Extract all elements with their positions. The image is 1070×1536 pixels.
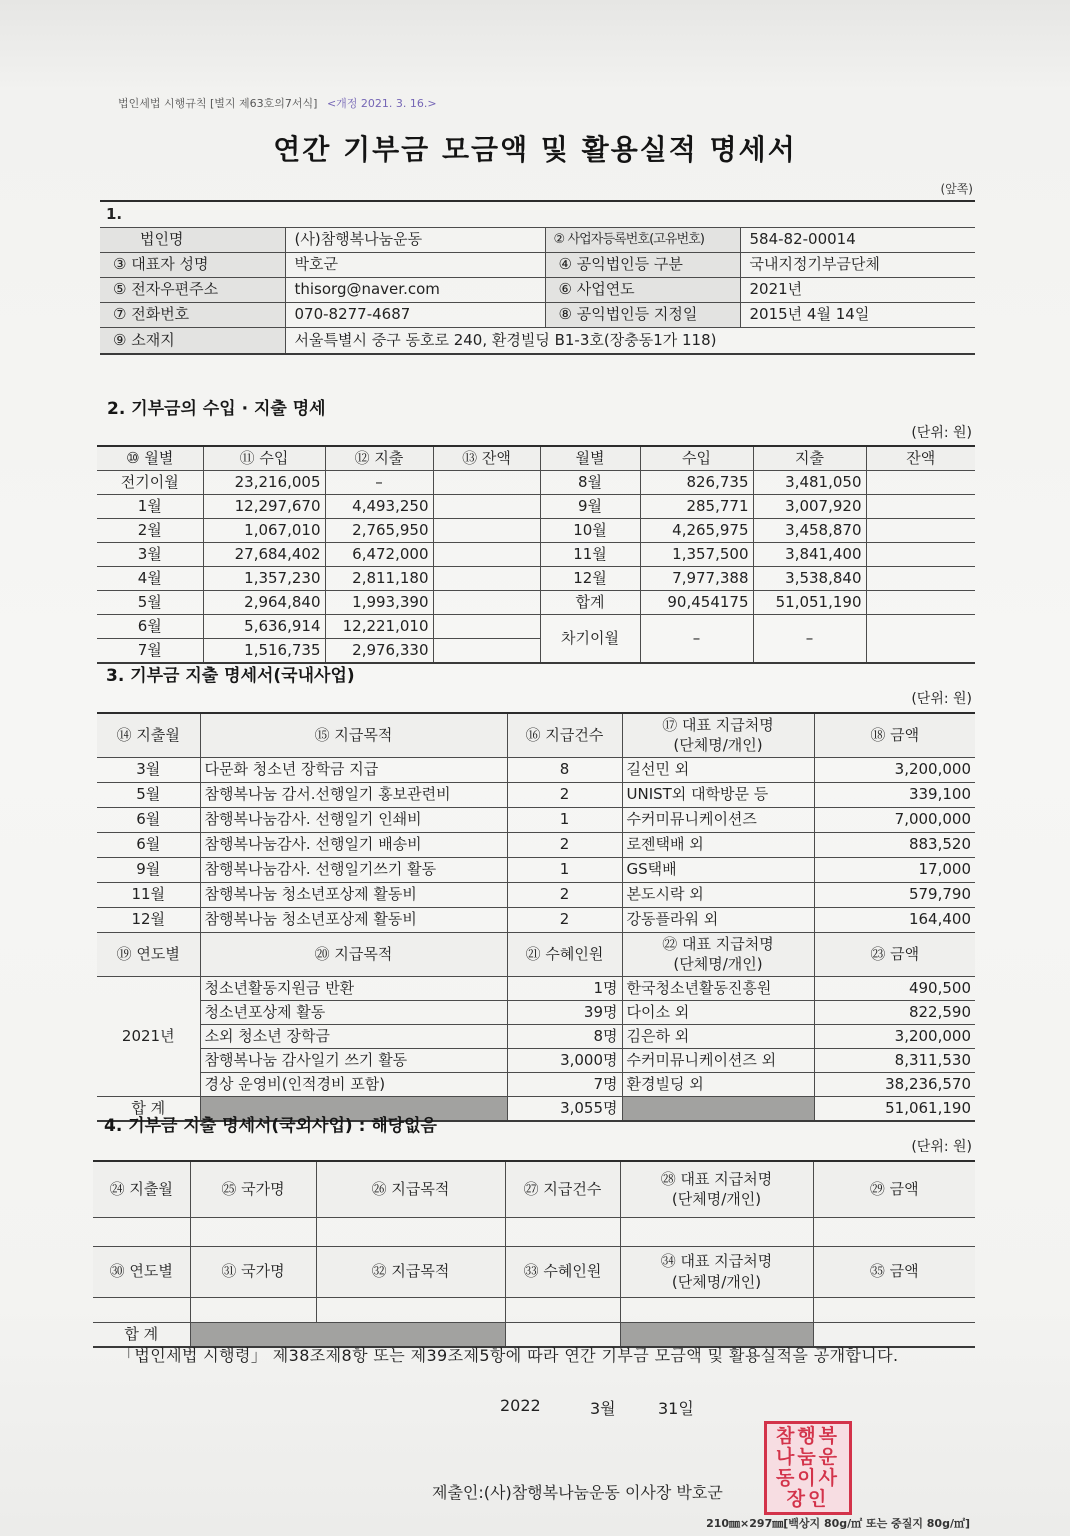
overseas-expense-table <box>93 1160 975 1348</box>
balance-cell <box>433 567 540 591</box>
type-label: ④ 공익법인등 구분 <box>545 253 740 278</box>
empty-row <box>93 1298 975 1323</box>
header-month-2: 월별 <box>540 446 640 471</box>
month-cell: 전기이월 <box>97 471 203 495</box>
expense-cell: 3,458,870 <box>753 519 866 543</box>
table-row <box>97 591 975 615</box>
carry-forward-balance-cell <box>866 615 975 664</box>
empty-cell <box>813 1218 975 1247</box>
income-cell: 1,357,230 <box>203 567 325 591</box>
income-expense-body <box>97 471 975 664</box>
income-cell: 1,516,735 <box>203 639 325 664</box>
domestic-by-month-body <box>97 758 975 933</box>
empty-cell <box>620 1218 813 1247</box>
income-cell: 5,636,914 <box>203 615 325 639</box>
paper-spec: 210㎜×297㎜[백상지 80g/㎡ 또는 중질지 80g/㎡] <box>706 1517 970 1530</box>
header-payee-2 <box>620 1247 813 1298</box>
income-cell: 27,684,402 <box>203 543 325 567</box>
designation-value: 2015년 4월 14일 <box>740 303 975 328</box>
rep-value: 박호군 <box>285 253 545 278</box>
payee-cell: 김은하 외 <box>622 1025 814 1049</box>
purpose-cell: 경상 운영비(인적경비 포함) <box>200 1073 507 1097</box>
header-payee-line2: (단체명/개인) <box>671 1190 762 1208</box>
phone-label: ⑦ 전화번호 <box>100 303 285 328</box>
table-row <box>100 228 975 253</box>
expense-cell: 2,976,330 <box>325 639 433 664</box>
month-cell: 6월 <box>97 833 200 858</box>
amount-cell: 822,590 <box>814 1001 975 1025</box>
header-payee-2 <box>622 933 814 977</box>
corp-name-value: (사)참행복나눔운동 <box>285 228 545 253</box>
biz-no-label: ② 사업자등록번호(고유번호) <box>545 228 740 253</box>
table-row <box>97 471 975 495</box>
header-count: ⑯ 지급건수 <box>507 713 622 758</box>
month-cell: 4월 <box>97 567 203 591</box>
expense-cell: – <box>325 471 433 495</box>
table-row <box>97 615 975 639</box>
month-cell: 6월 <box>97 615 203 639</box>
total-shaded-cell <box>622 1097 814 1122</box>
table-row <box>97 1025 975 1049</box>
header-payee-2-line1: ㉒ 대표 지급처명 <box>662 934 774 953</box>
header-amount-2: ㉟ 금액 <box>813 1247 975 1298</box>
payee-cell: GS택배 <box>622 858 814 883</box>
seal-lettering: 참행복나눔운동이사장인 <box>775 1425 841 1510</box>
header-amount: ⑱ 금액 <box>814 713 975 758</box>
payee-cell: 다이소 외 <box>622 1001 814 1025</box>
month-cell: 12월 <box>540 567 640 591</box>
header-payee-line1: ㉘ 대표 지급처명 <box>660 1169 773 1188</box>
expense-cell: 3,841,400 <box>753 543 866 567</box>
year-cell: 2021년 <box>97 977 200 1097</box>
month-cell: 1월 <box>97 495 203 519</box>
purpose-cell: 참행복나눔감사. 선행일기쓰기 활동 <box>200 858 507 883</box>
header-payee-2-line2: (단체명/개인) <box>673 955 763 973</box>
table-row <box>97 1049 975 1073</box>
count-cell: 1 <box>507 858 622 883</box>
expense-cell: 2,765,950 <box>325 519 433 543</box>
page-title: 연간 기부금 모금액 및 활용실적 명세서 <box>273 133 797 166</box>
purpose-cell: 청소년포상제 활동 <box>200 1001 507 1025</box>
header-amount-2: ㉓ 금액 <box>814 933 975 977</box>
empty-cell <box>620 1298 813 1323</box>
table-row <box>97 908 975 933</box>
table-row <box>97 519 975 543</box>
empty-cell <box>316 1298 505 1323</box>
amount-cell: 3,200,000 <box>814 758 975 783</box>
purpose-cell: 참행복나눔감사. 선행일기 배송비 <box>200 833 507 858</box>
header-payee <box>620 1161 813 1218</box>
section4-heading: 4. 기부금 지출 명세서(국외사업) : 해당없음 <box>104 1116 437 1136</box>
payee-cell: 한국청소년활동진흥원 <box>622 977 814 1001</box>
table-header-row <box>97 713 975 758</box>
amount-cell: 579,790 <box>814 883 975 908</box>
income-cell: 1,067,010 <box>203 519 325 543</box>
expense-cell: 3,007,920 <box>753 495 866 519</box>
date-month: 3월 <box>590 1399 616 1418</box>
header-count: ㉗ 지급건수 <box>505 1161 620 1218</box>
total-amount: 51,061,190 <box>814 1097 975 1122</box>
empty-row <box>93 1218 975 1247</box>
amount-cell: 883,520 <box>814 833 975 858</box>
income-cell: 285,771 <box>640 495 753 519</box>
section2-heading: 2. 기부금의 수입 · 지출 명세 <box>107 399 326 419</box>
table-row <box>97 858 975 883</box>
amount-cell: 17,000 <box>814 858 975 883</box>
amount-cell: 3,200,000 <box>814 1025 975 1049</box>
page-side-label: (앞쪽) <box>940 182 973 196</box>
carry-forward-month-cell: 차기이월 <box>540 615 640 664</box>
table-row <box>97 883 975 908</box>
purpose-cell: 소외 청소년 장학금 <box>200 1025 507 1049</box>
purpose-cell: 청소년활동지원금 반환 <box>200 977 507 1001</box>
amount-cell: 38,236,570 <box>814 1073 975 1097</box>
address-label: ⑨ 소재지 <box>100 328 285 355</box>
header-year: ⑲ 연도별 <box>97 933 200 977</box>
table-row <box>97 1001 975 1025</box>
table-row <box>97 1073 975 1097</box>
biz-no-value: 584-82-00014 <box>740 228 975 253</box>
empty-cell <box>93 1298 190 1323</box>
balance-cell <box>433 495 540 519</box>
header-payee-2-line1: ㉞ 대표 지급처명 <box>660 1252 773 1271</box>
header-payee <box>622 713 814 758</box>
table-row <box>100 201 975 228</box>
month-cell: 3월 <box>97 758 200 783</box>
email-value: thisorg@naver.com <box>285 278 545 303</box>
date-day: 31일 <box>658 1399 694 1418</box>
table-row <box>97 808 975 833</box>
count-cell: 2 <box>507 783 622 808</box>
total-label: 합 계 <box>97 1097 200 1122</box>
payee-cell: 강동플라워 외 <box>622 908 814 933</box>
section3-unit: (단위: 원) <box>911 691 972 707</box>
domestic-by-year-body <box>97 977 975 1097</box>
month-cell: 합계 <box>540 591 640 615</box>
balance-cell <box>433 543 540 567</box>
header-expense-2: 지출 <box>753 446 866 471</box>
empty-cell <box>190 1298 316 1323</box>
header-payee-2-line2: (단체명/개인) <box>671 1272 762 1291</box>
domestic-expense-table <box>97 712 975 1122</box>
balance-cell <box>866 495 975 519</box>
amount-cell: 164,400 <box>814 908 975 933</box>
address-value: 서울특별시 중구 동호로 240, 환경빌딩 B1-3호(장충동1가 118) <box>285 328 975 355</box>
purpose-cell: 참행복나눔 감서.선행일기 홍보관련비 <box>200 783 507 808</box>
designation-label: ⑧ 공익법인등 지정일 <box>545 303 740 328</box>
month-cell: 11월 <box>97 883 200 908</box>
amount-cell: 7,000,000 <box>814 808 975 833</box>
balance-cell <box>433 639 540 664</box>
income-cell: 2,964,840 <box>203 591 325 615</box>
fiscal-year-label: ⑥ 사업연도 <box>545 278 740 303</box>
month-cell: 10월 <box>540 519 640 543</box>
corporation-info-table <box>100 200 975 355</box>
amount-cell: 339,100 <box>814 783 975 808</box>
balance-cell <box>433 591 540 615</box>
table-row <box>97 783 975 808</box>
header-purpose-2: ⑳ 지급목적 <box>200 933 507 977</box>
empty-cell <box>505 1298 620 1323</box>
revision-text: <개정 2021. 3. 16.> <box>326 97 437 110</box>
header-beneficiaries: ㉝ 수혜인원 <box>505 1247 620 1298</box>
table-header-row <box>97 933 975 977</box>
section3-heading: 3. 기부금 지출 명세서(국내사업) <box>106 666 355 686</box>
purpose-cell: 참행복나눔 청소년포상제 활동비 <box>200 883 507 908</box>
month-cell: 11월 <box>540 543 640 567</box>
month-cell: 9월 <box>540 495 640 519</box>
payee-cell: UNIST외 대학방문 등 <box>622 783 814 808</box>
empty-cell <box>190 1218 316 1247</box>
section1-heading: 1. <box>100 201 975 228</box>
table-row <box>97 567 975 591</box>
income-cell: 90,454175 <box>640 591 753 615</box>
count-cell: 2 <box>507 833 622 858</box>
purpose-cell: 다문화 청소년 장학금 지급 <box>200 758 507 783</box>
header-purpose-2: ㉜ 지급목적 <box>316 1247 505 1298</box>
table-row <box>100 278 975 303</box>
beneficiaries-cell: 8명 <box>507 1025 622 1049</box>
empty-cell <box>93 1218 190 1247</box>
income-cell: 7,977,388 <box>640 567 753 591</box>
income-cell: 23,216,005 <box>203 471 325 495</box>
type-value: 국내지정기부금단체 <box>740 253 975 278</box>
month-cell: 2월 <box>97 519 203 543</box>
header-income: ⑪ 수입 <box>203 446 325 471</box>
section4-unit: (단위: 원) <box>911 1139 972 1155</box>
table-row <box>100 328 975 355</box>
email-label: ⑤ 전자우편주소 <box>100 278 285 303</box>
header-expense: ⑫ 지출 <box>325 446 433 471</box>
header-country-2: ㉛ 국가명 <box>190 1247 316 1298</box>
header-balance-2: 잔액 <box>866 446 975 471</box>
form-header <box>118 95 437 111</box>
beneficiaries-cell: 3,000명 <box>507 1049 622 1073</box>
official-seal <box>764 1421 852 1515</box>
payee-cell: 수커미뮤니케이션즈 외 <box>622 1049 814 1073</box>
expense-cell: 12,221,010 <box>325 615 433 639</box>
payee-cell: 길선민 외 <box>622 758 814 783</box>
empty-cell <box>505 1218 620 1247</box>
table-row <box>100 303 975 328</box>
table-row <box>97 758 975 783</box>
month-cell: 8월 <box>540 471 640 495</box>
expense-cell: 3,538,840 <box>753 567 866 591</box>
corp-name-label: 법인명 <box>100 228 285 253</box>
beneficiaries-cell: 1명 <box>507 977 622 1001</box>
balance-cell <box>866 591 975 615</box>
count-cell: 2 <box>507 908 622 933</box>
expense-cell: 3,481,050 <box>753 471 866 495</box>
expense-cell: 6,472,000 <box>325 543 433 567</box>
purpose-cell: 참행복나눔 청소년포상제 활동비 <box>200 908 507 933</box>
header-year: ㉚ 연도별 <box>93 1247 190 1298</box>
count-cell: 2 <box>507 883 622 908</box>
carry-forward-income-cell: – <box>640 615 753 664</box>
payee-cell: 수커미뮤니케이션즈 <box>622 808 814 833</box>
section2-unit: (단위: 원) <box>911 425 972 441</box>
income-cell: 1,357,500 <box>640 543 753 567</box>
month-cell: 5월 <box>97 591 203 615</box>
fiscal-year-value: 2021년 <box>740 278 975 303</box>
header-purpose: ㉖ 지급목적 <box>316 1161 505 1218</box>
table-header-row <box>97 446 975 471</box>
phone-value: 070-8277-4687 <box>285 303 545 328</box>
month-cell: 12월 <box>97 908 200 933</box>
header-expense-month: ⑭ 지출월 <box>97 713 200 758</box>
month-cell: 9월 <box>97 858 200 883</box>
header-payee-line1: ⑰ 대표 지급처명 <box>662 715 774 734</box>
beneficiaries-cell: 7명 <box>507 1073 622 1097</box>
payee-cell: 본도시락 외 <box>622 883 814 908</box>
payee-cell: 환경빌딩 외 <box>622 1073 814 1097</box>
month-cell: 5월 <box>97 783 200 808</box>
amount-cell: 490,500 <box>814 977 975 1001</box>
table-row <box>97 543 975 567</box>
expense-cell: 2,811,180 <box>325 567 433 591</box>
month-cell: 6월 <box>97 808 200 833</box>
balance-cell <box>433 615 540 639</box>
table-row <box>97 495 975 519</box>
amount-cell: 8,311,530 <box>814 1049 975 1073</box>
balance-cell <box>866 519 975 543</box>
balance-cell <box>433 471 540 495</box>
submitter: 제출인:(사)참행복나눔운동 이사장 박호군 <box>432 1483 723 1502</box>
balance-cell <box>866 471 975 495</box>
total-beneficiaries: 3,055명 <box>507 1097 622 1122</box>
date-year: 2022 <box>500 1396 541 1415</box>
header-expense-month: ㉔ 지출월 <box>93 1161 190 1218</box>
purpose-cell: 참행복나눔감사. 선행일기 인쇄비 <box>200 808 507 833</box>
count-cell: 1 <box>507 808 622 833</box>
purpose-cell: 참행복나눔 감사일기 쓰기 활동 <box>200 1049 507 1073</box>
table-row <box>97 833 975 858</box>
balance-cell <box>866 567 975 591</box>
header-income-2: 수입 <box>640 446 753 471</box>
expense-cell: 4,493,250 <box>325 495 433 519</box>
header-payee-line2: (단체명/개인) <box>673 736 763 754</box>
header-country: ㉕ 국가명 <box>190 1161 316 1218</box>
income-cell: 826,735 <box>640 471 753 495</box>
balance-cell <box>433 519 540 543</box>
month-cell: 3월 <box>97 543 203 567</box>
header-balance: ⑬ 잔액 <box>433 446 540 471</box>
income-expense-table <box>97 445 975 664</box>
income-cell: 4,265,975 <box>640 519 753 543</box>
table-row <box>97 977 975 1001</box>
header-purpose: ⑮ 지급목적 <box>200 713 507 758</box>
form-rule-text: 법인세법 시행규칙 [별지 제63호의7서식] <box>118 97 318 110</box>
expense-cell: 1,993,390 <box>325 591 433 615</box>
table-header-row <box>93 1247 975 1298</box>
table-row <box>100 253 975 278</box>
carry-forward-expense-cell: – <box>753 615 866 664</box>
table-header-row <box>93 1161 975 1218</box>
expense-cell: 51,051,190 <box>753 591 866 615</box>
declaration-text: 「법인세법 시행령」 제38조제8항 또는 제39조제5항에 따라 연간 기부금 모금액 및 활용실적을 공개합니다. <box>118 1346 899 1365</box>
header-beneficiaries: ㉑ 수혜인원 <box>507 933 622 977</box>
month-cell: 7월 <box>97 639 203 664</box>
beneficiaries-cell: 39명 <box>507 1001 622 1025</box>
empty-cell <box>813 1298 975 1323</box>
income-cell: 12,297,670 <box>203 495 325 519</box>
empty-cell <box>316 1218 505 1247</box>
total-label: 합 계 <box>93 1323 190 1348</box>
header-month: ⑩ 월별 <box>97 446 203 471</box>
payee-cell: 로젠택배 외 <box>622 833 814 858</box>
header-amount: ㉙ 금액 <box>813 1161 975 1218</box>
count-cell: 8 <box>507 758 622 783</box>
balance-cell <box>866 543 975 567</box>
rep-label: ③ 대표자 성명 <box>100 253 285 278</box>
